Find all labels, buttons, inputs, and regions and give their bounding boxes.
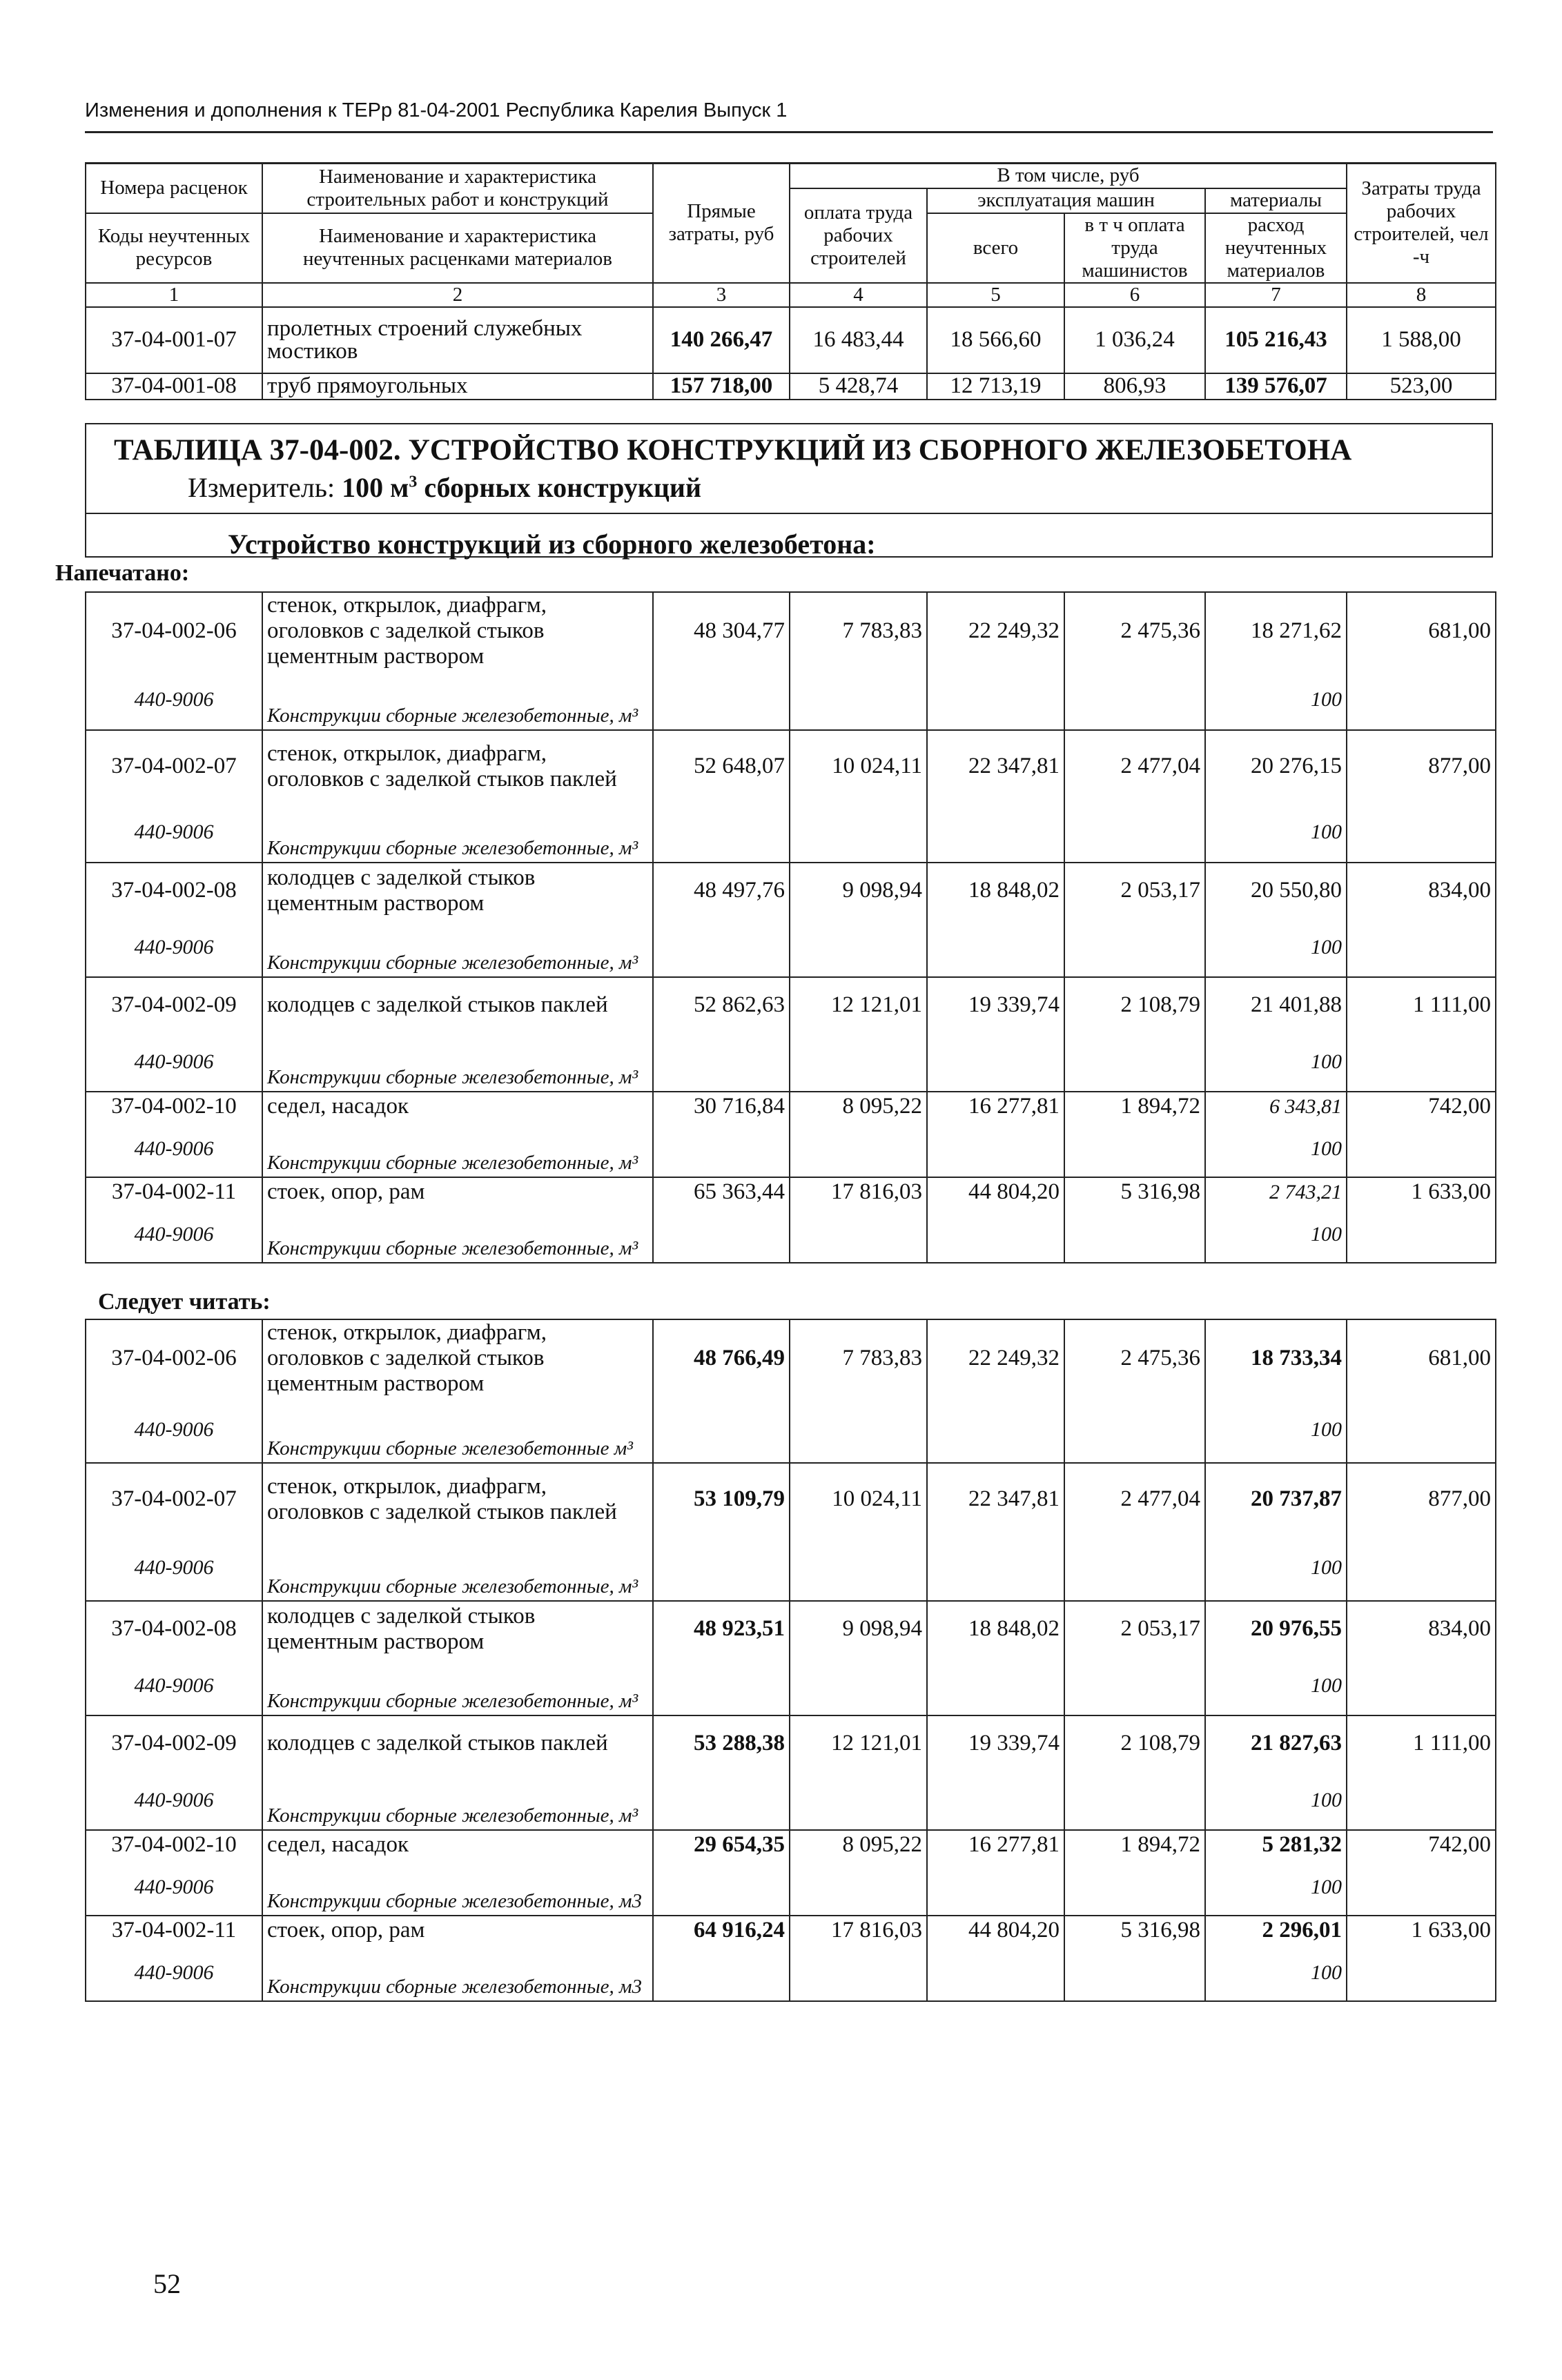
col-num-4: 4 (790, 283, 927, 307)
empty-cell (653, 1397, 790, 1463)
direct-cost: 29 654,35 (653, 1830, 790, 1859)
work-name: седел, насадок (262, 1092, 653, 1121)
empty-cell (790, 1206, 927, 1263)
resource-quantity: 100 (1205, 802, 1347, 863)
empty-cell (927, 1397, 1064, 1463)
direct-cost: 140 266,47 (653, 307, 790, 373)
resource-quantity: 100 (1205, 1535, 1347, 1601)
resource-quantity: 100 (1205, 1945, 1347, 2001)
materials-cost: 20 737,87 (1205, 1463, 1347, 1535)
resource-code: 440-9006 (86, 1535, 262, 1601)
materials-cost: 20 276,15 (1205, 730, 1347, 802)
table-title: ТАБЛИЦА 37-04-002. УСТРОЙСТВО КОНСТРУКЦИЙ ИЗ СБОРНОГО ЖЕЛЕЗОБЕТОНА (114, 434, 1352, 466)
empty-cell (1347, 1656, 1496, 1715)
empty-cell (927, 802, 1064, 863)
resource-row (86, 1535, 1496, 1601)
empty-cell (927, 669, 1064, 730)
should-read-label: Следует читать: (98, 1289, 271, 1315)
resource-name: Конструкции сборные железобетонные, м³ (262, 802, 653, 863)
resource-quantity: 100 (1205, 1397, 1347, 1463)
rate-code: 37-04-002-08 (86, 863, 262, 918)
rate-code: 37-04-002-10 (86, 1092, 262, 1121)
empty-cell (790, 1656, 927, 1715)
machines-total: 22 249,32 (927, 592, 1064, 669)
empty-cell (1064, 1121, 1205, 1177)
table-row (86, 1092, 1496, 1121)
resource-quantity: 100 (1205, 669, 1347, 730)
empty-cell (790, 1397, 927, 1463)
labor-hours: 523,00 (1347, 373, 1496, 400)
empty-cell (927, 1535, 1064, 1601)
table-row (86, 863, 1496, 918)
materials-header: материалы (1205, 188, 1347, 213)
rate-code: 37-04-001-08 (86, 373, 262, 400)
empty-cell (1347, 669, 1496, 730)
col-num-7: 7 (1205, 283, 1347, 307)
empty-cell (1064, 1656, 1205, 1715)
labor-hours: 1 111,00 (1347, 1715, 1496, 1771)
work-name: стенок, открылок, диафрагм, оголовков с заделкой стыков цементным раствором (262, 592, 653, 669)
table-row (86, 730, 1496, 802)
direct-cost: 48 923,51 (653, 1601, 790, 1656)
direct-cost: 52 648,07 (653, 730, 790, 802)
empty-cell (790, 918, 927, 977)
direct-cost: 53 288,38 (653, 1715, 790, 1771)
resource-name: Конструкции сборные железобетонные, м³ (262, 1032, 653, 1092)
machinist-pay: 2 477,04 (1064, 730, 1205, 802)
col-num-2: 2 (262, 283, 653, 307)
empty-cell (653, 1656, 790, 1715)
labor-hours: 742,00 (1347, 1830, 1496, 1859)
resource-row (86, 1032, 1496, 1092)
rate-code: 37-04-001-07 (86, 307, 262, 373)
labor-pay: 8 095,22 (790, 1830, 927, 1859)
col-num-6: 6 (1064, 283, 1205, 307)
labor-pay: 5 428,74 (790, 373, 927, 400)
resource-code: 440-9006 (86, 1121, 262, 1177)
resource-row (86, 1656, 1496, 1715)
machinist-pay: 2 475,36 (1064, 1319, 1205, 1397)
col4-header: оплата труда рабочих строителей (790, 188, 927, 283)
empty-cell (1347, 1032, 1496, 1092)
materials-cost: 18 733,34 (1205, 1319, 1347, 1397)
resource-quantity: 100 (1205, 1859, 1347, 1916)
work-name: пролетных строений служебных мостиков (262, 307, 653, 373)
resource-row (86, 918, 1496, 977)
materials-cost: 20 550,80 (1205, 863, 1347, 918)
direct-cost: 157 718,00 (653, 373, 790, 400)
rate-code: 37-04-002-08 (86, 1601, 262, 1656)
resource-name: Конструкции сборные железобетонные, м³ (262, 1656, 653, 1715)
machinist-pay: 2 108,79 (1064, 977, 1205, 1032)
machines-total: 44 804,20 (927, 1916, 1064, 1945)
machines-header: эксплуатация машин (927, 188, 1205, 213)
labor-pay: 12 121,01 (790, 1715, 927, 1771)
resource-row (86, 1859, 1496, 1916)
labor-hours: 1 633,00 (1347, 1177, 1496, 1206)
table-row (86, 592, 1496, 669)
empty-cell (1064, 1206, 1205, 1263)
empty-cell (1064, 802, 1205, 863)
resource-code: 440-9006 (86, 1032, 262, 1092)
empty-cell (653, 1032, 790, 1092)
resource-name: Конструкции сборные железобетонные, м³ (262, 1206, 653, 1263)
empty-cell (1064, 1771, 1205, 1830)
materials-cost: 18 271,62 (1205, 592, 1347, 669)
table-row (86, 373, 1496, 400)
labor-pay: 9 098,94 (790, 863, 927, 918)
resource-name: Конструкции сборные железобетонные, м3 (262, 1859, 653, 1916)
col3-header: Прямые затраты, руб (653, 164, 790, 283)
empty-cell (927, 918, 1064, 977)
empty-cell (1064, 1397, 1205, 1463)
machinist-pay: 5 316,98 (1064, 1916, 1205, 1945)
machinist-pay: 2 475,36 (1064, 592, 1205, 669)
work-name: седел, насадок (262, 1830, 653, 1859)
labor-pay: 7 783,83 (790, 592, 927, 669)
resource-row (86, 1206, 1496, 1263)
resource-code: 440-9006 (86, 1771, 262, 1830)
empty-cell (927, 1121, 1064, 1177)
resource-row (86, 1397, 1496, 1463)
direct-cost: 48 766,49 (653, 1319, 790, 1397)
page-header: Изменения и дополнения к ТЕРр 81-04-2001 Республика Карелия Выпуск 1 (85, 99, 788, 121)
resource-name: Конструкции сборные железобетонные, м³ (262, 1771, 653, 1830)
rate-code: 37-04-002-07 (86, 1463, 262, 1535)
empty-cell (790, 1945, 927, 2001)
empty-cell (927, 1656, 1064, 1715)
rate-code: 37-04-002-09 (86, 1715, 262, 1771)
materials-cost: 20 976,55 (1205, 1601, 1347, 1656)
empty-cell (1347, 1397, 1496, 1463)
materials-cost: 6 343,81 (1205, 1092, 1347, 1121)
machines-total: 16 277,81 (927, 1830, 1064, 1859)
work-name: колодцев с заделкой стыков цементным раствором (262, 1601, 653, 1656)
machinist-pay: 1 894,72 (1064, 1092, 1205, 1121)
work-name: труб прямоугольных (262, 373, 653, 400)
empty-cell (1064, 1535, 1205, 1601)
resource-row (86, 1945, 1496, 2001)
table-row (86, 1177, 1496, 1206)
empty-cell (1347, 918, 1496, 977)
machinist-pay: 2 053,17 (1064, 863, 1205, 918)
empty-cell (927, 1032, 1064, 1092)
table-row (86, 977, 1496, 1032)
labor-pay: 9 098,94 (790, 1601, 927, 1656)
printed-label: Напечатано: (55, 560, 190, 586)
work-name: стенок, открылок, диафрагм, оголовков с заделкой стыков паклей (262, 730, 653, 802)
machinist-pay: 2 053,17 (1064, 1601, 1205, 1656)
empty-cell (1064, 669, 1205, 730)
resource-quantity: 100 (1205, 1121, 1347, 1177)
labor-hours: 681,00 (1347, 1319, 1496, 1397)
materials-cost: 21 401,88 (1205, 977, 1347, 1032)
resource-code: 440-9006 (86, 918, 262, 977)
empty-cell (1064, 1032, 1205, 1092)
materials-cost: 5 281,32 (1205, 1830, 1347, 1859)
empty-cell (653, 1859, 790, 1916)
resource-name: Конструкции сборные железобетонные, м³ (262, 669, 653, 730)
empty-cell (790, 802, 927, 863)
resource-quantity: 100 (1205, 1032, 1347, 1092)
machines-total: 22 347,81 (927, 730, 1064, 802)
resource-quantity: 100 (1205, 1206, 1347, 1263)
empty-cell (653, 1945, 790, 2001)
direct-cost: 65 363,44 (653, 1177, 790, 1206)
labor-pay: 17 816,03 (790, 1177, 927, 1206)
labor-hours: 834,00 (1347, 863, 1496, 918)
rate-code: 37-04-002-09 (86, 977, 262, 1032)
col2-header-bottom: Наименование и характеристика неучтенных расценками материалов (262, 213, 653, 283)
machinist-pay: 2 477,04 (1064, 1463, 1205, 1535)
empty-cell (790, 1535, 927, 1601)
resource-code: 440-9006 (86, 802, 262, 863)
resource-code: 440-9006 (86, 1656, 262, 1715)
machinist-pay: 1 894,72 (1064, 1830, 1205, 1859)
empty-cell (1347, 1121, 1496, 1177)
col8-header: Затраты труда рабочих строителей, чел -ч (1347, 164, 1496, 283)
group-header: В том числе, руб (790, 164, 1347, 188)
header-divider (85, 131, 1493, 133)
rate-code: 37-04-002-06 (86, 1319, 262, 1397)
work-name: колодцев с заделкой стыков цементным раствором (262, 863, 653, 918)
table-row (86, 1319, 1496, 1397)
labor-pay: 8 095,22 (790, 1092, 927, 1121)
resource-code: 440-9006 (86, 1397, 262, 1463)
rate-code: 37-04-002-07 (86, 730, 262, 802)
labor-hours: 742,00 (1347, 1092, 1496, 1121)
labor-hours: 834,00 (1347, 1601, 1496, 1656)
machines-total: 18 566,60 (927, 307, 1064, 373)
rate-code: 37-04-002-11 (86, 1177, 262, 1206)
resource-code: 440-9006 (86, 1206, 262, 1263)
empty-cell (653, 1121, 790, 1177)
empty-cell (1064, 918, 1205, 977)
resource-row (86, 669, 1496, 730)
empty-cell (1064, 1945, 1205, 2001)
machines-total: 19 339,74 (927, 1715, 1064, 1771)
machines-total: 12 713,19 (927, 373, 1064, 400)
empty-cell (1347, 1945, 1496, 2001)
table-row (86, 1830, 1496, 1859)
table-row (86, 1916, 1496, 1945)
work-name: колодцев с заделкой стыков паклей (262, 1715, 653, 1771)
labor-pay: 16 483,44 (790, 307, 927, 373)
header-table (85, 162, 1496, 400)
measurer: Измеритель: 100 $м^3$ сборных конструкций (188, 472, 702, 503)
col-num-3: 3 (653, 283, 790, 307)
empty-cell (790, 1032, 927, 1092)
empty-cell (653, 802, 790, 863)
col1-header-top: Номера расценок (86, 164, 262, 213)
empty-cell (927, 1859, 1064, 1916)
empty-cell (1064, 1859, 1205, 1916)
empty-cell (790, 1121, 927, 1177)
resource-quantity: 100 (1205, 918, 1347, 977)
labor-pay: 10 024,11 (790, 1463, 927, 1535)
col1-header-bottom: Коды неучтенных ресурсов (86, 213, 262, 283)
empty-cell (1347, 1535, 1496, 1601)
machinist-pay: 806,93 (1064, 373, 1205, 400)
machines-total: 18 848,02 (927, 1601, 1064, 1656)
resource-row (86, 1771, 1496, 1830)
resource-row (86, 1121, 1496, 1177)
direct-cost: 52 862,63 (653, 977, 790, 1032)
col6-header: в т ч оплата труда машинистов (1064, 213, 1205, 283)
labor-pay: 10 024,11 (790, 730, 927, 802)
labor-pay: 17 816,03 (790, 1916, 927, 1945)
machines-total: 22 249,32 (927, 1319, 1064, 1397)
machinist-pay: 5 316,98 (1064, 1177, 1205, 1206)
corrected-table (85, 1319, 1496, 2002)
col-num-8: 8 (1347, 283, 1496, 307)
materials-cost: 105 216,43 (1205, 307, 1347, 373)
col-num-1: 1 (86, 283, 262, 307)
rate-code: 37-04-002-06 (86, 592, 262, 669)
machinist-pay: 2 108,79 (1064, 1715, 1205, 1771)
labor-pay: 12 121,01 (790, 977, 927, 1032)
section-subtitle: Устройство конструкций из сборного железобетона: (228, 529, 876, 560)
empty-cell (927, 1206, 1064, 1263)
materials-cost: 2 743,21 (1205, 1177, 1347, 1206)
labor-hours: 1 111,00 (1347, 977, 1496, 1032)
work-name: стоек, опор, рам (262, 1177, 653, 1206)
machines-total: 16 277,81 (927, 1092, 1064, 1121)
col2-header-top: Наименование и характеристика строительных работ и конструкций (262, 164, 653, 213)
section-divider (85, 513, 1493, 514)
labor-hours: 1 588,00 (1347, 307, 1496, 373)
empty-cell (653, 918, 790, 977)
resource-name: Конструкции сборные железобетонные, м³ (262, 918, 653, 977)
machines-total: 44 804,20 (927, 1177, 1064, 1206)
labor-hours: 1 633,00 (1347, 1916, 1496, 1945)
resource-code: 440-9006 (86, 1945, 262, 2001)
rate-code: 37-04-002-11 (86, 1916, 262, 1945)
work-name: стенок, открылок, диафрагм, оголовков с заделкой стыков паклей (262, 1463, 653, 1535)
direct-cost: 64 916,24 (653, 1916, 790, 1945)
materials-cost: 21 827,63 (1205, 1715, 1347, 1771)
labor-hours: 877,00 (1347, 1463, 1496, 1535)
empty-cell (1347, 1771, 1496, 1830)
labor-pay: 7 783,83 (790, 1319, 927, 1397)
table-row (86, 1463, 1496, 1535)
direct-cost: 48 304,77 (653, 592, 790, 669)
machines-total: 22 347,81 (927, 1463, 1064, 1535)
page-number: 52 (153, 2268, 181, 2299)
resource-name: Конструкции сборные железобетонные, м³ (262, 1121, 653, 1177)
resource-row (86, 802, 1496, 863)
printed-table (85, 591, 1496, 1263)
col5-header: всего (927, 213, 1064, 283)
empty-cell (927, 1771, 1064, 1830)
machines-total: 18 848,02 (927, 863, 1064, 918)
machinist-pay: 1 036,24 (1064, 307, 1205, 373)
empty-cell (790, 1859, 927, 1916)
col7-header: расход неучтенных материалов (1205, 213, 1347, 283)
resource-quantity: 100 (1205, 1771, 1347, 1830)
resource-name: Конструкции сборные железобетонные м³ (262, 1397, 653, 1463)
empty-cell (653, 1206, 790, 1263)
empty-cell (1347, 1206, 1496, 1263)
empty-cell (653, 1535, 790, 1601)
empty-cell (1347, 802, 1496, 863)
resource-code: 440-9006 (86, 669, 262, 730)
direct-cost: 30 716,84 (653, 1092, 790, 1121)
table-row (86, 307, 1496, 373)
empty-cell (790, 669, 927, 730)
empty-cell (1347, 1859, 1496, 1916)
materials-cost: 2 296,01 (1205, 1916, 1347, 1945)
table-row (86, 1601, 1496, 1656)
rate-code: 37-04-002-10 (86, 1830, 262, 1859)
machines-total: 19 339,74 (927, 977, 1064, 1032)
empty-cell (927, 1945, 1064, 2001)
work-name: стенок, открылок, диафрагм, оголовков с заделкой стыков цементным раствором (262, 1319, 653, 1397)
direct-cost: 53 109,79 (653, 1463, 790, 1535)
resource-code: 440-9006 (86, 1859, 262, 1916)
empty-cell (790, 1771, 927, 1830)
col-num-5: 5 (927, 283, 1064, 307)
resource-name: Конструкции сборные железобетонные, м3 (262, 1945, 653, 2001)
resource-name: Конструкции сборные железобетонные, м³ (262, 1535, 653, 1601)
empty-cell (653, 1771, 790, 1830)
labor-hours: 877,00 (1347, 730, 1496, 802)
work-name: колодцев с заделкой стыков паклей (262, 977, 653, 1032)
empty-cell (653, 669, 790, 730)
resource-quantity: 100 (1205, 1656, 1347, 1715)
labor-hours: 681,00 (1347, 592, 1496, 669)
materials-cost: 139 576,07 (1205, 373, 1347, 400)
table-row (86, 1715, 1496, 1771)
work-name: стоек, опор, рам (262, 1916, 653, 1945)
direct-cost: 48 497,76 (653, 863, 790, 918)
